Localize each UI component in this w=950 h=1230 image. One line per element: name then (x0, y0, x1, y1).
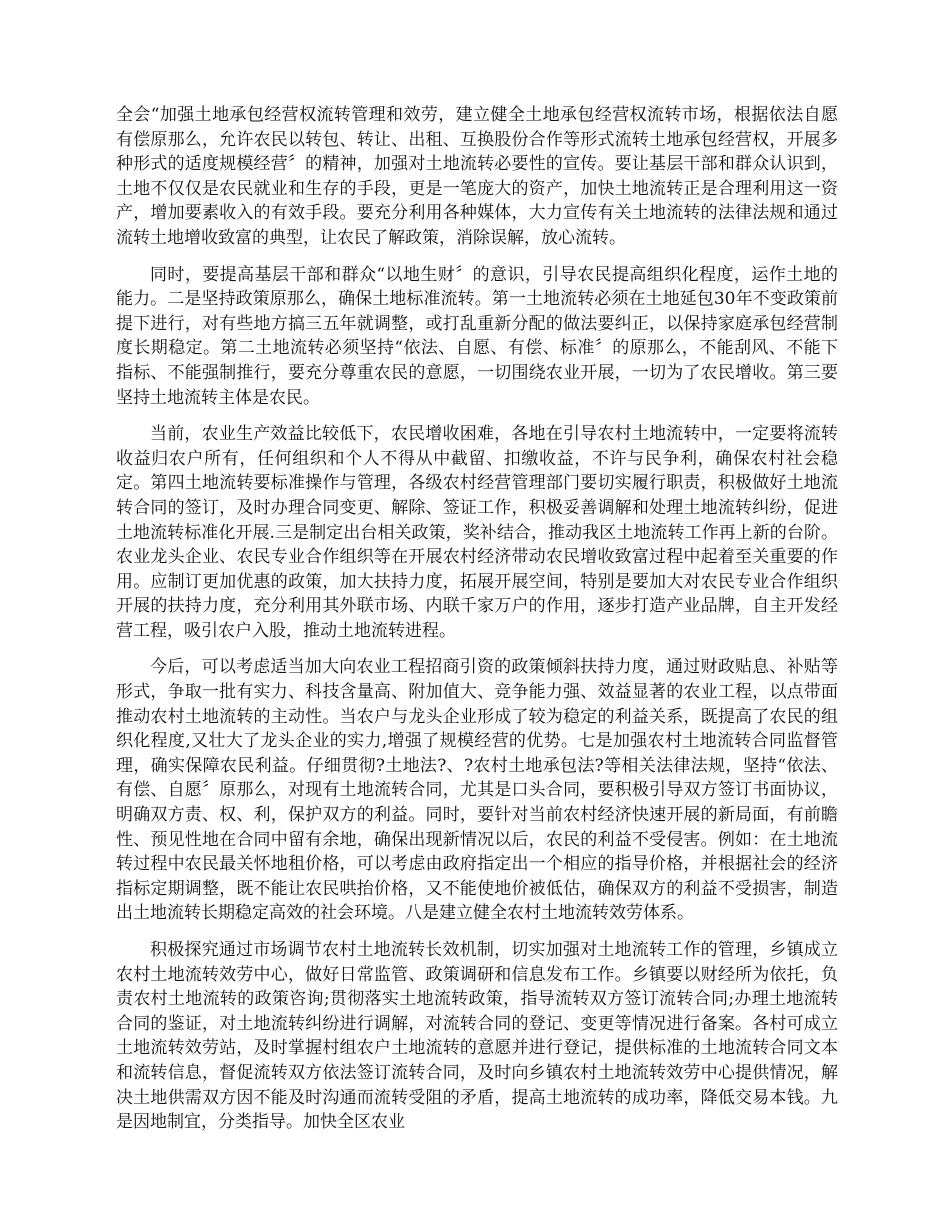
paragraph-2: 同时，要提高基层干部和群众“以地生财〞的意识，引导农民提高组织化程度，运作土地的能力。二是坚持政策原那么，确保土地标准流转。第一土地流转必须在土地延包30年不变政策前提下进行，对有些地方搞三五年就调整，或打乱重新分配的做法要纠正，以保持家庭承包经营制度长期稳定。第二土地流转必须坚持“依法、自愿、有偿、标准〞的原那么，不能刮风、不能下指标、不能强制推行，要充分尊重农民的意愿，一切围绕农业开展，一切为了农民增收。第三要坚持土地流转主体是农民。 (116, 264, 838, 408)
paragraph-4: 今后，可以考虑适当加大向农业工程招商引资的政策倾斜扶持力度，通过财政贴息、补贴等形式，争取一批有实力、科技含量高、附加值大、竞争能力强、效益显著的农业工程，以点带面推动农村土地流转的主动性。当农户与龙头企业形成了较为稳定的利益关系，既提高了农民的组织化程度,又壮大了龙头企业的实力,增强了规模经营的优势。七是加强农村土地流转合同监督管理，确实保障农民利益。仔细贯彻?土地法?、?农村土地承包法?等相关法律法规，坚持“依法、有偿、自愿〞原那么，对现有土地流转合同，尤其是口头合同，要积极引导双方签订书面协议，明确双方责、权、利，保护双方的利益。同时，要针对当前农村经济快速开展的新局面，有前瞻性、预见性地在合同中留有余地，确保出现新情况以后，农民的利益不受侵害。例如：在土地流转过程中农民最关怀地租价格，可以考虑由政府指定出一个相应的指导价格，并根据社会的经济指标定期调整，既不能让农民哄抬价格，又不能使地价被低估，确保双方的利益不受损害，制造出土地流转长期稳定高效的社会环境。八是建立健全农村土地流转效劳体系。 (116, 657, 838, 924)
document-body (116, 103, 838, 1135)
paragraph-1: 全会“加强土地承包经营权流转管理和效劳，建立健全土地承包经营权流转市场，根据依法自愿有偿原那么，允许农民以转包、转让、出租、互换股份合作等形式流转土地承包经营权，开展多种形式的适度规模经营〞的精神，加强对土地流转必要性的宣传。要让基层干部和群众认识到，土地不仅仅是农民就业和生存的手段，更是一笔庞大的资产，加快土地流转正是合理利用这一资产，增加要素收入的有效手段。要充分利用各种媒体，大力宣传有关土地流转的法律法规和通过流转土地增收致富的典型，让农民了解政策，消除误解，放心流转。 (116, 105, 838, 248)
paragraph-3: 当前，农业生产效益比较低下，农民增收困难，各地在引导农村土地流转中，一定要将流转收益归农户所有，任何组织和个人不得从中截留、扣缴收益，不许与民争利，确保农村社会稳定。第四土地流转要标准操作与管理，各级农村经营管理部门要切实履行职责，积极做好土地流转合同的签订，及时办理合同变更、解除、签证工作，积极妥善调解和处理土地流转纠纷，促进土地流转标准化开展.三是制定出台相关政策，奖补结合，推动我区土地流转工作再上新的台阶。农业龙头企业、农民专业合作组织等在开展农村经济带动农民增收致富过程中起着至关重要的作用。应制订更加优惠的政策，加大扶持力度，拓展开展空间，特别是要加大对农民专业合作组织开展的扶持力度，充分利用其外联市场、内联千家万户的作用，逐步打造产业品牌，自主开发经营工程，吸引农户入股，推动土地流转进程。 (116, 424, 838, 641)
paragraph-5: 积极探究通过市场调节农村土地流转长效机制，切实加强对土地流转工作的管理，乡镇成立农村土地流转效劳中心，做好日常监管、政策调研和信息发布工作。乡镇要以财经所为依托，负责农村土地流转的政策咨询;贯彻落实土地流转政策，指导流转双方签订流转合同;办理土地流转合同的鉴证，对土地流转纠纷进行调解，对流转合同的登记、变更等情况进行备案。各村可成立土地流转效劳站，及时掌握村组农户土地流转的意愿并进行登记，提供标准的土地流转合同文本和流转信息，督促流转双方依法签订流转合同，及时向乡镇农村土地流转效劳中心提供情况，解决土地供需双方因不能及时沟通而流转受阻的矛盾，提高土地流转的成功率，降低交易本钱。九是因地制宜，分类指导。加快全区农业 (116, 940, 838, 1133)
